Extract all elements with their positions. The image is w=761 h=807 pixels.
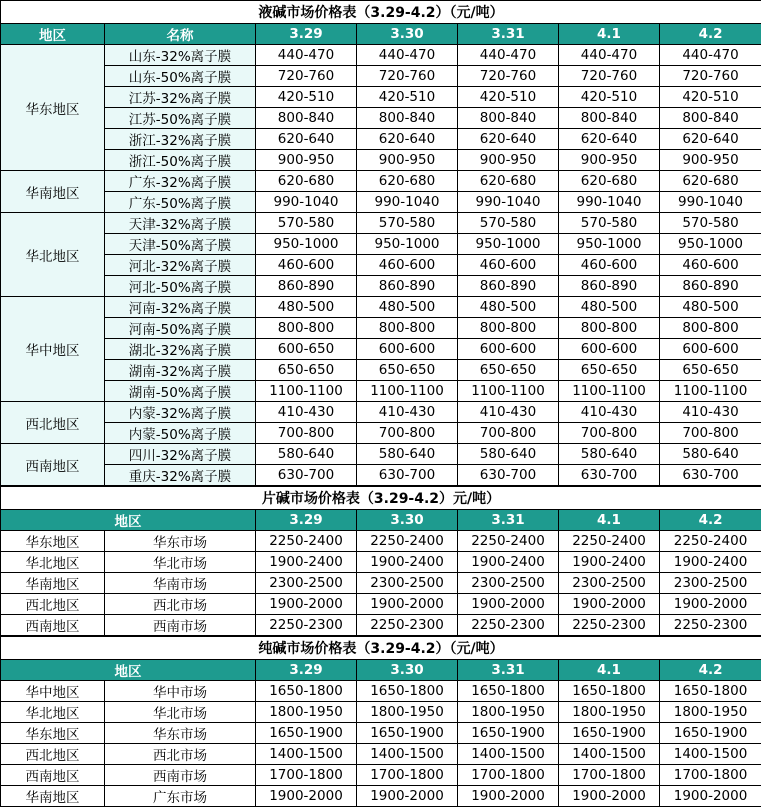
price-cell: 1900-2000 — [458, 594, 559, 615]
price-cell: 700-800 — [660, 423, 761, 444]
price-cell: 1900-2400 — [357, 552, 458, 573]
table-row — [1, 423, 761, 444]
price-cell: 800-840 — [559, 108, 660, 129]
table-row — [1, 129, 761, 150]
price-cell: 420-510 — [559, 87, 660, 108]
price-cell: 1900-2400 — [559, 552, 660, 573]
price-cell: 720-760 — [559, 66, 660, 87]
region-cell: 西南地区 — [1, 615, 105, 636]
price-cell: 2300-2500 — [660, 573, 761, 594]
price-cell: 900-950 — [559, 150, 660, 171]
price-cell: 2250-2300 — [357, 615, 458, 636]
price-cell: 570-580 — [458, 213, 559, 234]
product-name-cell: 广东-32%离子膜 — [105, 171, 256, 192]
product-name-cell: 浙江-50%离子膜 — [105, 150, 256, 171]
price-cell: 1800-1950 — [256, 702, 357, 723]
price-cell: 420-510 — [458, 87, 559, 108]
price-cell: 570-580 — [660, 213, 761, 234]
product-name-cell: 江苏-32%离子膜 — [105, 87, 256, 108]
price-cell: 480-500 — [357, 297, 458, 318]
table-row — [1, 234, 761, 255]
price-cell: 2250-2400 — [458, 531, 559, 552]
price-cell: 460-600 — [458, 255, 559, 276]
price-cell: 2250-2400 — [559, 531, 660, 552]
region-cell: 华东地区 — [1, 723, 105, 744]
price-cell: 1700-1800 — [256, 765, 357, 786]
col-date: 4.1 — [559, 510, 660, 531]
col-date: 3.29 — [256, 510, 357, 531]
price-cell: 600-650 — [256, 339, 357, 360]
product-name-cell: 重庆-32%离子膜 — [105, 465, 256, 486]
market-cell: 西北市场 — [105, 594, 256, 615]
col-region: 地区 — [1, 24, 105, 45]
price-cell: 720-760 — [357, 66, 458, 87]
price-cell: 720-760 — [256, 66, 357, 87]
price-cell: 630-700 — [660, 465, 761, 486]
product-name-cell: 湖南-32%离子膜 — [105, 360, 256, 381]
price-cell: 1400-1500 — [357, 744, 458, 765]
price-cell: 630-700 — [256, 465, 357, 486]
price-cell: 1900-2000 — [559, 594, 660, 615]
col-date: 4.1 — [559, 660, 660, 681]
price-cell: 860-890 — [660, 276, 761, 297]
col-date: 3.31 — [458, 510, 559, 531]
market-cell: 广东市场 — [105, 786, 256, 807]
col-date: 4.2 — [660, 24, 761, 45]
price-cell: 1700-1800 — [357, 765, 458, 786]
table-row — [1, 744, 761, 765]
table-row — [1, 444, 761, 465]
table-row — [1, 171, 761, 192]
price-cell: 1900-2400 — [256, 552, 357, 573]
price-cell: 650-650 — [559, 360, 660, 381]
price-cell: 860-890 — [559, 276, 660, 297]
price-cell: 950-1000 — [458, 234, 559, 255]
price-cell: 1900-2000 — [357, 786, 458, 807]
price-cell: 2250-2400 — [256, 531, 357, 552]
price-cell: 1650-1900 — [660, 723, 761, 744]
region-cell: 华南地区 — [1, 786, 105, 807]
price-cell: 990-1040 — [660, 192, 761, 213]
region-cell: 华北地区 — [1, 702, 105, 723]
price-cell: 420-510 — [357, 87, 458, 108]
price-cell: 650-650 — [660, 360, 761, 381]
price-cell: 1700-1800 — [559, 765, 660, 786]
price-cell: 1900-2000 — [660, 594, 761, 615]
price-cell: 1800-1950 — [559, 702, 660, 723]
col-date: 3.31 — [458, 24, 559, 45]
price-cell: 460-600 — [660, 255, 761, 276]
region-cell: 华北地区 — [1, 552, 105, 573]
table-row — [1, 318, 761, 339]
price-cell: 420-510 — [660, 87, 761, 108]
price-cell: 440-470 — [559, 45, 660, 66]
price-cell: 630-700 — [458, 465, 559, 486]
market-cell: 西南市场 — [105, 765, 256, 786]
market-cell: 华北市场 — [105, 552, 256, 573]
price-cell: 620-640 — [357, 129, 458, 150]
price-cell: 620-680 — [458, 171, 559, 192]
price-cell: 2300-2500 — [256, 573, 357, 594]
price-cell: 720-760 — [660, 66, 761, 87]
price-cell: 990-1040 — [256, 192, 357, 213]
price-cell: 1650-1800 — [660, 681, 761, 702]
price-cell: 620-640 — [559, 129, 660, 150]
price-cell: 700-800 — [458, 423, 559, 444]
region-cell: 西北地区 — [1, 594, 105, 615]
price-cell: 700-800 — [559, 423, 660, 444]
price-cell: 700-800 — [357, 423, 458, 444]
price-cell: 1900-2000 — [458, 786, 559, 807]
price-cell: 990-1040 — [458, 192, 559, 213]
product-name-cell: 四川-32%离子膜 — [105, 444, 256, 465]
region-cell: 华东地区 — [1, 45, 105, 171]
col-date: 3.30 — [357, 510, 458, 531]
product-name-cell: 天津-50%离子膜 — [105, 234, 256, 255]
col-name: 名称 — [105, 24, 256, 45]
table-row — [1, 213, 761, 234]
price-cell: 800-800 — [458, 318, 559, 339]
flake-header-row — [1, 510, 761, 531]
table-row — [1, 723, 761, 744]
region-cell: 西南地区 — [1, 765, 105, 786]
price-cell: 700-800 — [256, 423, 357, 444]
price-cell: 410-430 — [559, 402, 660, 423]
price-cell: 900-950 — [458, 150, 559, 171]
price-cell: 1100-1100 — [458, 381, 559, 402]
price-cell: 800-840 — [256, 108, 357, 129]
price-cell: 800-840 — [458, 108, 559, 129]
price-cell: 580-640 — [660, 444, 761, 465]
soda-ash-table — [0, 636, 761, 807]
price-cell: 410-430 — [458, 402, 559, 423]
table-row — [1, 681, 761, 702]
price-cell: 950-1000 — [559, 234, 660, 255]
price-cell: 860-890 — [256, 276, 357, 297]
table-row — [1, 402, 761, 423]
soda-header-row — [1, 660, 761, 681]
price-cell: 1400-1500 — [559, 744, 660, 765]
market-cell: 西南市场 — [105, 615, 256, 636]
price-cell: 950-1000 — [256, 234, 357, 255]
price-cell: 2300-2500 — [357, 573, 458, 594]
col-date: 3.31 — [458, 660, 559, 681]
price-cell: 410-430 — [256, 402, 357, 423]
table-row — [1, 45, 761, 66]
product-name-cell: 广东-50%离子膜 — [105, 192, 256, 213]
product-name-cell: 山东-32%离子膜 — [105, 45, 256, 66]
region-cell: 西北地区 — [1, 402, 105, 444]
table-row — [1, 339, 761, 360]
soda-table-title: 纯碱市场价格表（3.29-4.2）（元/吨） — [1, 637, 761, 660]
price-cell: 1900-2400 — [458, 552, 559, 573]
price-cell: 580-640 — [256, 444, 357, 465]
price-cell: 480-500 — [559, 297, 660, 318]
price-cell: 1100-1100 — [559, 381, 660, 402]
product-name-cell: 湖南-50%离子膜 — [105, 381, 256, 402]
price-cell: 600-600 — [559, 339, 660, 360]
price-cell: 950-1000 — [357, 234, 458, 255]
price-cell: 990-1040 — [559, 192, 660, 213]
price-cell: 600-600 — [458, 339, 559, 360]
market-cell: 华南市场 — [105, 573, 256, 594]
price-cell: 630-700 — [357, 465, 458, 486]
price-cell: 2250-2300 — [559, 615, 660, 636]
region-cell: 西北地区 — [1, 744, 105, 765]
price-cell: 630-700 — [559, 465, 660, 486]
price-cell: 410-430 — [357, 402, 458, 423]
price-cell: 800-800 — [559, 318, 660, 339]
price-cell: 1650-1900 — [256, 723, 357, 744]
table-row — [1, 786, 761, 807]
price-cell: 1100-1100 — [256, 381, 357, 402]
price-cell: 1400-1500 — [256, 744, 357, 765]
product-name-cell: 湖北-32%离子膜 — [105, 339, 256, 360]
price-cell: 800-840 — [660, 108, 761, 129]
price-cell: 1100-1100 — [660, 381, 761, 402]
price-cell: 900-950 — [357, 150, 458, 171]
region-cell: 华南地区 — [1, 573, 105, 594]
price-cell: 620-640 — [458, 129, 559, 150]
price-cell: 950-1000 — [660, 234, 761, 255]
col-date: 4.2 — [660, 510, 761, 531]
price-cell: 800-800 — [357, 318, 458, 339]
table-row — [1, 276, 761, 297]
product-name-cell: 江苏-50%离子膜 — [105, 108, 256, 129]
price-cell: 1650-1800 — [559, 681, 660, 702]
price-cell: 460-600 — [357, 255, 458, 276]
price-cell: 860-890 — [357, 276, 458, 297]
price-cell: 620-640 — [660, 129, 761, 150]
table-row — [1, 255, 761, 276]
price-cell: 650-650 — [357, 360, 458, 381]
col-date: 4.2 — [660, 660, 761, 681]
table-row — [1, 573, 761, 594]
price-cell: 900-950 — [256, 150, 357, 171]
product-name-cell: 天津-32%离子膜 — [105, 213, 256, 234]
price-cell: 580-640 — [458, 444, 559, 465]
price-cell: 440-470 — [357, 45, 458, 66]
price-cell: 620-680 — [256, 171, 357, 192]
price-cell: 1100-1100 — [357, 381, 458, 402]
price-cell: 420-510 — [256, 87, 357, 108]
price-cell: 460-600 — [256, 255, 357, 276]
price-cell: 2250-2400 — [660, 531, 761, 552]
table-row — [1, 465, 761, 486]
market-cell: 华东市场 — [105, 531, 256, 552]
table-row — [1, 297, 761, 318]
price-cell: 1900-2000 — [256, 594, 357, 615]
price-cell: 1900-2400 — [660, 552, 761, 573]
col-date: 3.30 — [357, 660, 458, 681]
col-date: 3.29 — [256, 24, 357, 45]
price-cell: 650-650 — [458, 360, 559, 381]
price-cell: 1900-2000 — [256, 786, 357, 807]
price-cell: 2250-2300 — [256, 615, 357, 636]
price-cell: 2250-2300 — [660, 615, 761, 636]
region-cell: 华东地区 — [1, 531, 105, 552]
price-cell: 570-580 — [256, 213, 357, 234]
table-row — [1, 552, 761, 573]
price-cell: 580-640 — [559, 444, 660, 465]
price-cell: 650-650 — [256, 360, 357, 381]
table-row — [1, 381, 761, 402]
price-cell: 1400-1500 — [458, 744, 559, 765]
market-cell: 西北市场 — [105, 744, 256, 765]
price-cell: 2250-2400 — [357, 531, 458, 552]
price-cell: 1900-2000 — [357, 594, 458, 615]
price-cell: 1650-1900 — [458, 723, 559, 744]
price-cell: 480-500 — [660, 297, 761, 318]
price-cell: 620-640 — [256, 129, 357, 150]
col-region: 地区 — [1, 660, 256, 681]
price-cell: 1650-1800 — [256, 681, 357, 702]
price-cell: 440-470 — [660, 45, 761, 66]
product-name-cell: 河南-32%离子膜 — [105, 297, 256, 318]
price-cell: 800-840 — [357, 108, 458, 129]
region-cell: 华北地区 — [1, 213, 105, 297]
price-cell: 1650-1800 — [458, 681, 559, 702]
price-cell: 570-580 — [559, 213, 660, 234]
table-row — [1, 615, 761, 636]
product-name-cell: 内蒙-50%离子膜 — [105, 423, 256, 444]
price-cell: 480-500 — [256, 297, 357, 318]
product-name-cell: 浙江-32%离子膜 — [105, 129, 256, 150]
price-cell: 580-640 — [357, 444, 458, 465]
table-row — [1, 702, 761, 723]
price-cell: 1800-1950 — [660, 702, 761, 723]
price-cell: 600-600 — [357, 339, 458, 360]
table-row — [1, 594, 761, 615]
price-cell: 1400-1500 — [660, 744, 761, 765]
price-cell: 620-680 — [357, 171, 458, 192]
table-row — [1, 87, 761, 108]
table-row — [1, 108, 761, 129]
price-cell: 720-760 — [458, 66, 559, 87]
price-cell: 600-600 — [660, 339, 761, 360]
table-row — [1, 531, 761, 552]
price-cell: 860-890 — [458, 276, 559, 297]
product-name-cell: 河北-32%离子膜 — [105, 255, 256, 276]
price-cell: 1800-1950 — [458, 702, 559, 723]
price-cell: 1650-1800 — [357, 681, 458, 702]
price-cell: 1800-1950 — [357, 702, 458, 723]
product-name-cell: 河南-50%离子膜 — [105, 318, 256, 339]
price-cell: 410-430 — [660, 402, 761, 423]
price-cell: 2300-2500 — [559, 573, 660, 594]
market-cell: 华中市场 — [105, 681, 256, 702]
region-cell: 华中地区 — [1, 681, 105, 702]
market-cell: 华北市场 — [105, 702, 256, 723]
table-row — [1, 360, 761, 381]
price-cell: 1700-1800 — [660, 765, 761, 786]
col-date: 3.30 — [357, 24, 458, 45]
region-cell: 华南地区 — [1, 171, 105, 213]
flake-caustic-table — [0, 486, 761, 636]
table-row — [1, 66, 761, 87]
table-row — [1, 192, 761, 213]
price-cell: 1650-1900 — [357, 723, 458, 744]
price-cell: 1650-1900 — [559, 723, 660, 744]
col-region: 地区 — [1, 510, 256, 531]
price-cell: 440-470 — [458, 45, 559, 66]
price-cell: 1700-1800 — [458, 765, 559, 786]
price-cell: 800-800 — [660, 318, 761, 339]
price-cell: 460-600 — [559, 255, 660, 276]
product-name-cell: 内蒙-32%离子膜 — [105, 402, 256, 423]
price-cell: 440-470 — [256, 45, 357, 66]
price-cell: 620-680 — [559, 171, 660, 192]
price-cell: 2300-2500 — [458, 573, 559, 594]
price-cell: 1900-2000 — [559, 786, 660, 807]
table-row — [1, 150, 761, 171]
region-cell: 华中地区 — [1, 297, 105, 402]
liquid-header-row — [1, 24, 761, 45]
flake-table-title: 片碱市场价格表（3.29-4.2）元/吨） — [1, 487, 761, 510]
price-cell: 1900-2000 — [660, 786, 761, 807]
col-date: 4.1 — [559, 24, 660, 45]
price-cell: 480-500 — [458, 297, 559, 318]
price-cell: 2250-2300 — [458, 615, 559, 636]
table-row — [1, 765, 761, 786]
col-date: 3.29 — [256, 660, 357, 681]
product-name-cell: 河北-50%离子膜 — [105, 276, 256, 297]
product-name-cell: 山东-50%离子膜 — [105, 66, 256, 87]
price-cell: 800-800 — [256, 318, 357, 339]
market-cell: 华东市场 — [105, 723, 256, 744]
price-cell: 570-580 — [357, 213, 458, 234]
region-cell: 西南地区 — [1, 444, 105, 486]
price-cell: 990-1040 — [357, 192, 458, 213]
liquid-table-title: 液碱市场价格表（3.29-4.2）（元/吨） — [1, 1, 761, 24]
price-cell: 620-680 — [660, 171, 761, 192]
price-cell: 900-950 — [660, 150, 761, 171]
